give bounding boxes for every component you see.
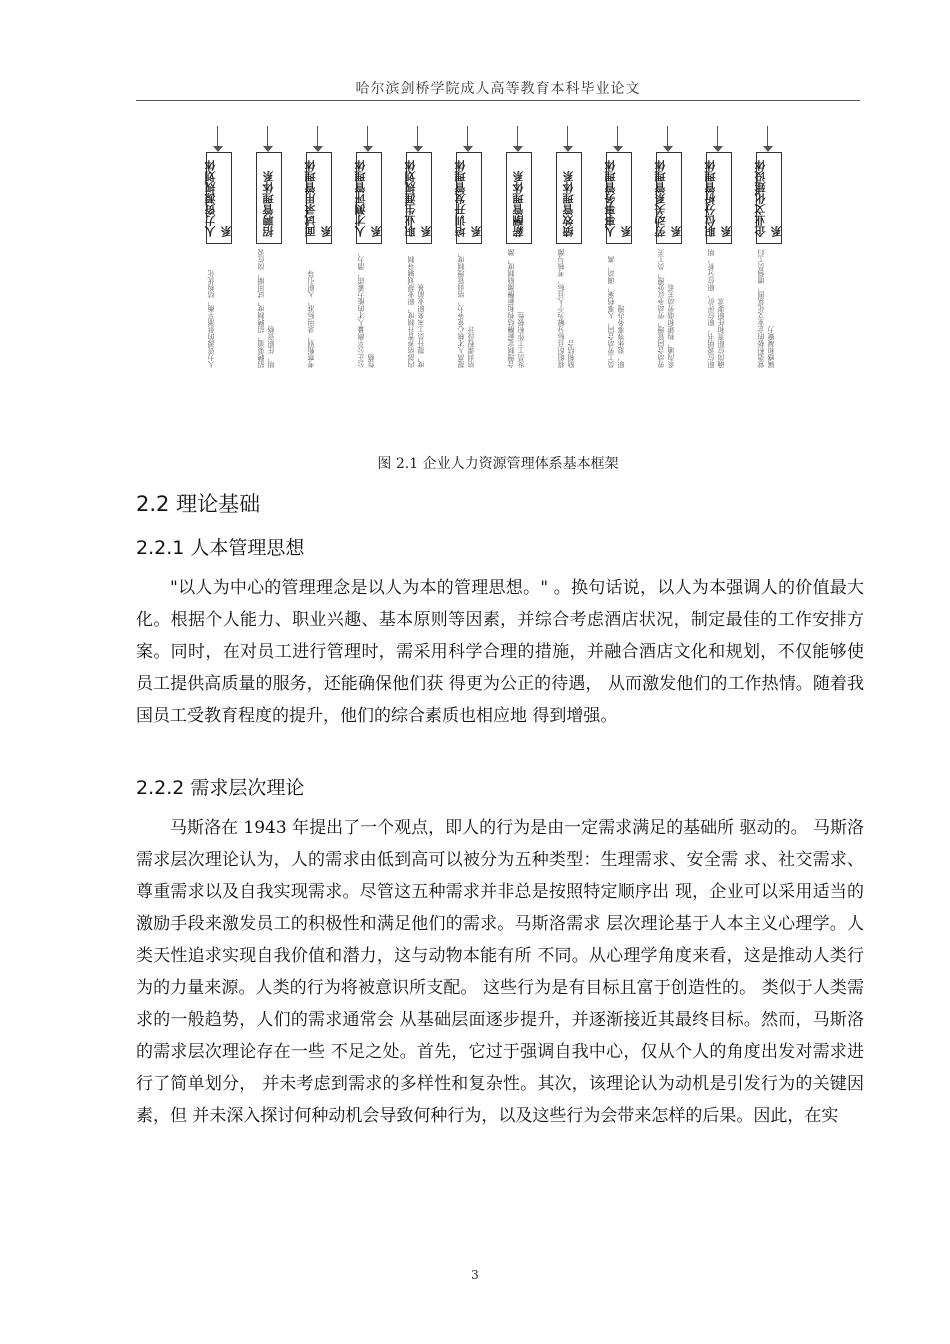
figure-desc: 职位说明书，职位评价，职位分析，明确岗位职责和任职要求 (707, 249, 725, 368)
figure-column (204, 120, 244, 380)
figure-desc: 人力资源的供需平衡，结构优化 (207, 270, 215, 368)
subsection-heading-2: 2.2.2 需求层次理论 (136, 777, 305, 799)
subsection-heading-1: 2.2.1 人本管理思想 (136, 537, 305, 559)
figure-box: 面试录用管理体系 (306, 152, 332, 244)
figure-box: 招聘管理体系 (256, 152, 282, 244)
figure-caption: 图 2.1 企业人力资源管理体系基本框架 (377, 456, 619, 472)
figure-box: 绩效管理体系 (556, 152, 582, 244)
figure-desc: 提高人才核心竞争力，培训管理制度，培训课程设计 (457, 249, 475, 368)
figure-box: 劳动关系管理体系 (656, 152, 682, 244)
figure-column (554, 120, 594, 380)
figure-desc: 公正公平测量人才的能力素质，潜力，性格 (357, 249, 375, 368)
figure-desc: 招聘渠道，招聘制度，试用期，岗位说明，任职资格 (257, 249, 275, 368)
paragraph-2: 马斯洛在 1943 年提出了一个观点，即人的行为是由一定需求满足的基础所 驱动的。 马斯洛需求层次理论认为，人的需求由低到高可以被分为五种类型：生理需求、安全需 求、社交需求、尊重需求以及自我实现需求。尽管这五种需求并非总是按照特定顺序出 现，企业可以采用适当的激励手段来激发员工的积极性和满足他们的需求。马斯洛需求 层次理论基于人本主义心理学。人类天性追求实现自我价值和潜力，这与动物本能有所 不同。从心理学角度来看，这是推动人类行为的力量来源。人类的行为将被意识所支配。 这些行为是有目标且富于创造性的。 类似于人类需求的一般趋势，人们的需求通常会 从基础层面逐步提升，并逐渐接近其最终目标。然而，马斯洛的需求层次理论存在一些 不足之处。首先，它过于强调自我中心，仅从个人的角度出发对需求进行了简单划分， 并未考虑到需求的多样性和复杂性。其次，该理论认为动机是引发行为的关键因素，但 并未深入探讨何种动机会导致何种行为，以及这些行为会带来怎样的后果。因此，在实 (136, 818, 864, 1126)
figure-column (304, 120, 344, 380)
figure-column (754, 120, 794, 380)
figure-column (404, 120, 444, 380)
figure-column (354, 120, 394, 380)
figure-column (704, 120, 744, 380)
figure-desc: 营造积极的企业文化氛围，增强员工归属感和凝聚力 (757, 249, 775, 368)
figure-desc: 将组织目标分解为个人目标，考核与激励相结合 (557, 249, 575, 368)
header-rule (136, 100, 860, 101)
figure-box: 职业生涯规划体系 (406, 152, 432, 244)
figure-column (504, 120, 544, 380)
figure-box: 人力资源规划体系 (206, 152, 232, 244)
figure-box: 人事事务管理体系 (606, 152, 632, 244)
figure-desc: 内部培养晋升制度，职业规划辅导制度，提升员工未来职业前景 (407, 256, 425, 368)
page-header: 哈尔滨剑桥学院成人高等教育本科毕业论文 (355, 81, 641, 97)
figure-column (454, 120, 494, 380)
figure-box: 人才测评管理体系 (356, 152, 382, 244)
section-heading: 2.2 理论基础 (136, 492, 261, 516)
figure-box: 职位分析管理体系 (706, 152, 732, 244)
figure-column (654, 120, 694, 380)
hr-framework-figure (196, 120, 796, 380)
figure-box: 企业文化建设体系 (756, 152, 782, 244)
figure-desc: 考察甄别，录用标准，入职引导 (307, 270, 315, 368)
figure-box: 培训开发管理体系 (456, 152, 482, 244)
figure-column (604, 120, 644, 380)
figure-box: 薪酬管理体系 (506, 152, 532, 244)
figure-desc: 劳动合同管理，劳动争议处理，员工关系沟通，构建和谐劳动关系 (657, 249, 675, 368)
page-number: 3 (471, 1268, 479, 1282)
figure-desc: 员工劳动合同，人事档案，调动，离职，退休等事务办理 (607, 256, 625, 368)
figure-column (254, 120, 294, 380)
paragraph-1: "以人为中心的管理理念是以人为本的管理思想。" 。换句话说，以人为本强调人的价值最大化。根据个人能力、职业兴趣、基本原则等因素，并综合考虑酒店状况，制定最佳的工作安排方案。同时，在对员工进行管理时，需采用科学合理的措施，并融合酒店文化和规划，不仅能够使员工提供高质量的服务，还能确保他们获 得更为公正的待遇， 从而激发他们的工作热情。随着我国员工受教育程度的提升，他们的综合素质也相应地 得到增强。 (136, 578, 864, 726)
figure-desc: 合理制定薪酬结构和薪酬激励制度，激发员工工作积极性 (507, 249, 525, 368)
